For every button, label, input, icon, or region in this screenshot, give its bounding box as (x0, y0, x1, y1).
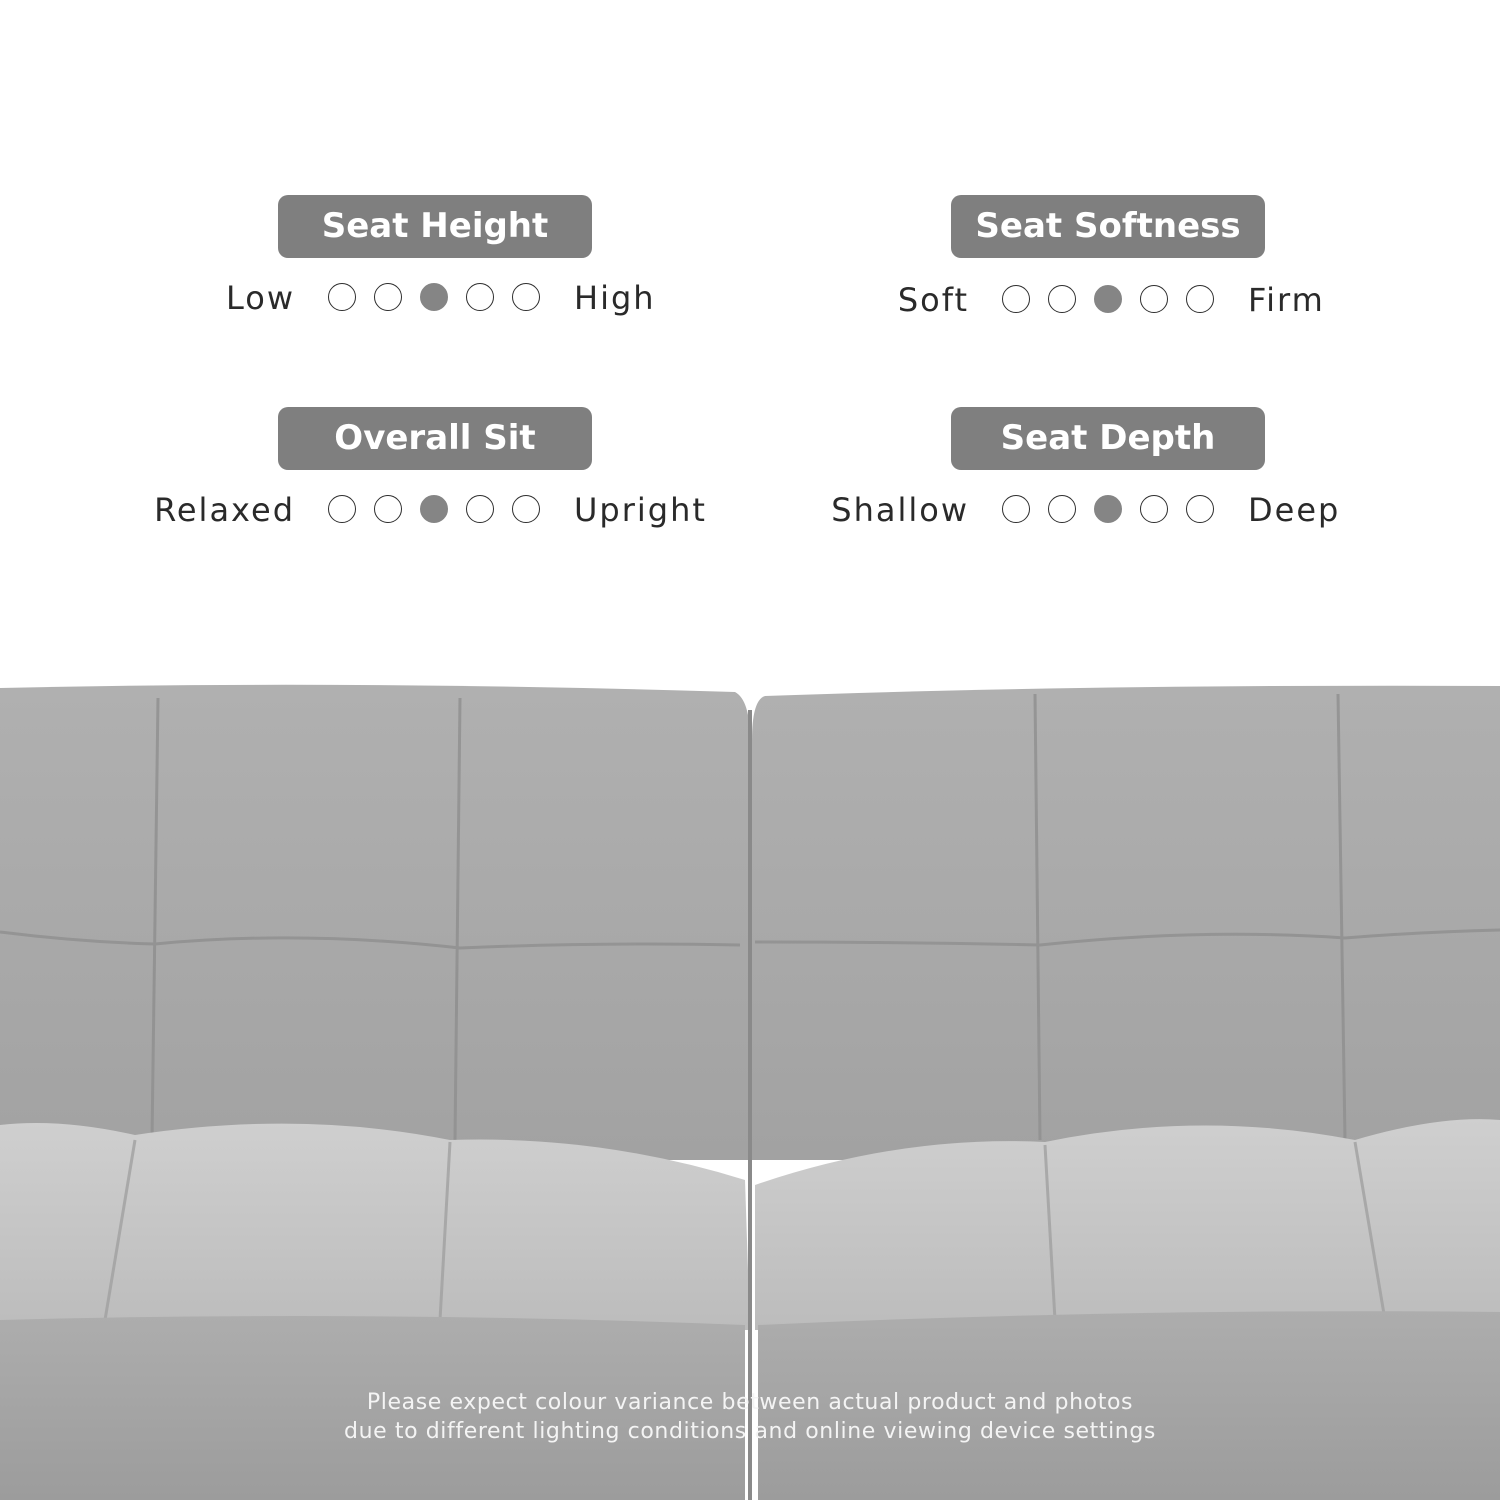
scale-dot (512, 283, 540, 311)
scale-dot (328, 495, 356, 523)
rating-seat-softness (674, 195, 1424, 345)
rating-title: Seat Softness (951, 195, 1265, 258)
scale-min-label: Low (225, 279, 295, 317)
scale-dot (328, 283, 356, 311)
scale-max-label: Firm (1248, 281, 1325, 319)
scale-dot (1186, 285, 1214, 313)
scale-dot (1094, 495, 1122, 523)
scale-dot (420, 495, 448, 523)
scale-max-label: Deep (1248, 491, 1341, 529)
rating-title: Seat Depth (951, 407, 1265, 470)
scale-dot (1140, 495, 1168, 523)
rating-scale (0, 278, 750, 318)
rating-overall-sit (0, 407, 750, 557)
scale-dot (466, 495, 494, 523)
sofa-seat-left (0, 1123, 750, 1330)
scale-dot (1094, 285, 1122, 313)
scale-dot (420, 283, 448, 311)
rating-scale (674, 280, 1424, 320)
scale-dot (1002, 285, 1030, 313)
rating-title: Seat Height (278, 195, 592, 258)
scale-min-label: Soft (897, 281, 969, 319)
sofa-back-right (752, 686, 1500, 1160)
rating-seat-depth (674, 407, 1424, 557)
scale-min-label: Relaxed (154, 491, 295, 529)
disclaimer-line-2: due to different lighting conditions and online viewing device settings (344, 1419, 1156, 1444)
sofa-center-gap (748, 710, 752, 1500)
scale-max-label: High (574, 279, 656, 317)
scale-dot (374, 495, 402, 523)
scale-dot (1140, 285, 1168, 313)
rating-scale (0, 490, 750, 530)
sofa-back-left (0, 685, 750, 1160)
scale-dot (1048, 285, 1076, 313)
scale-dot (374, 283, 402, 311)
rating-scale (674, 490, 1424, 530)
scale-dot (466, 283, 494, 311)
scale-dot (1002, 495, 1030, 523)
rating-seat-height (0, 195, 750, 345)
scale-dot (1186, 495, 1214, 523)
scale-min-label: Shallow (831, 491, 969, 529)
scale-dot (512, 495, 540, 523)
sofa-photo (0, 680, 1500, 1500)
disclaimer-line-1: Please expect colour variance between actual product and photos (366, 1390, 1134, 1415)
scale-dot (1048, 495, 1076, 523)
scale-max-label: Upright (574, 491, 707, 529)
rating-title: Overall Sit (278, 407, 592, 470)
